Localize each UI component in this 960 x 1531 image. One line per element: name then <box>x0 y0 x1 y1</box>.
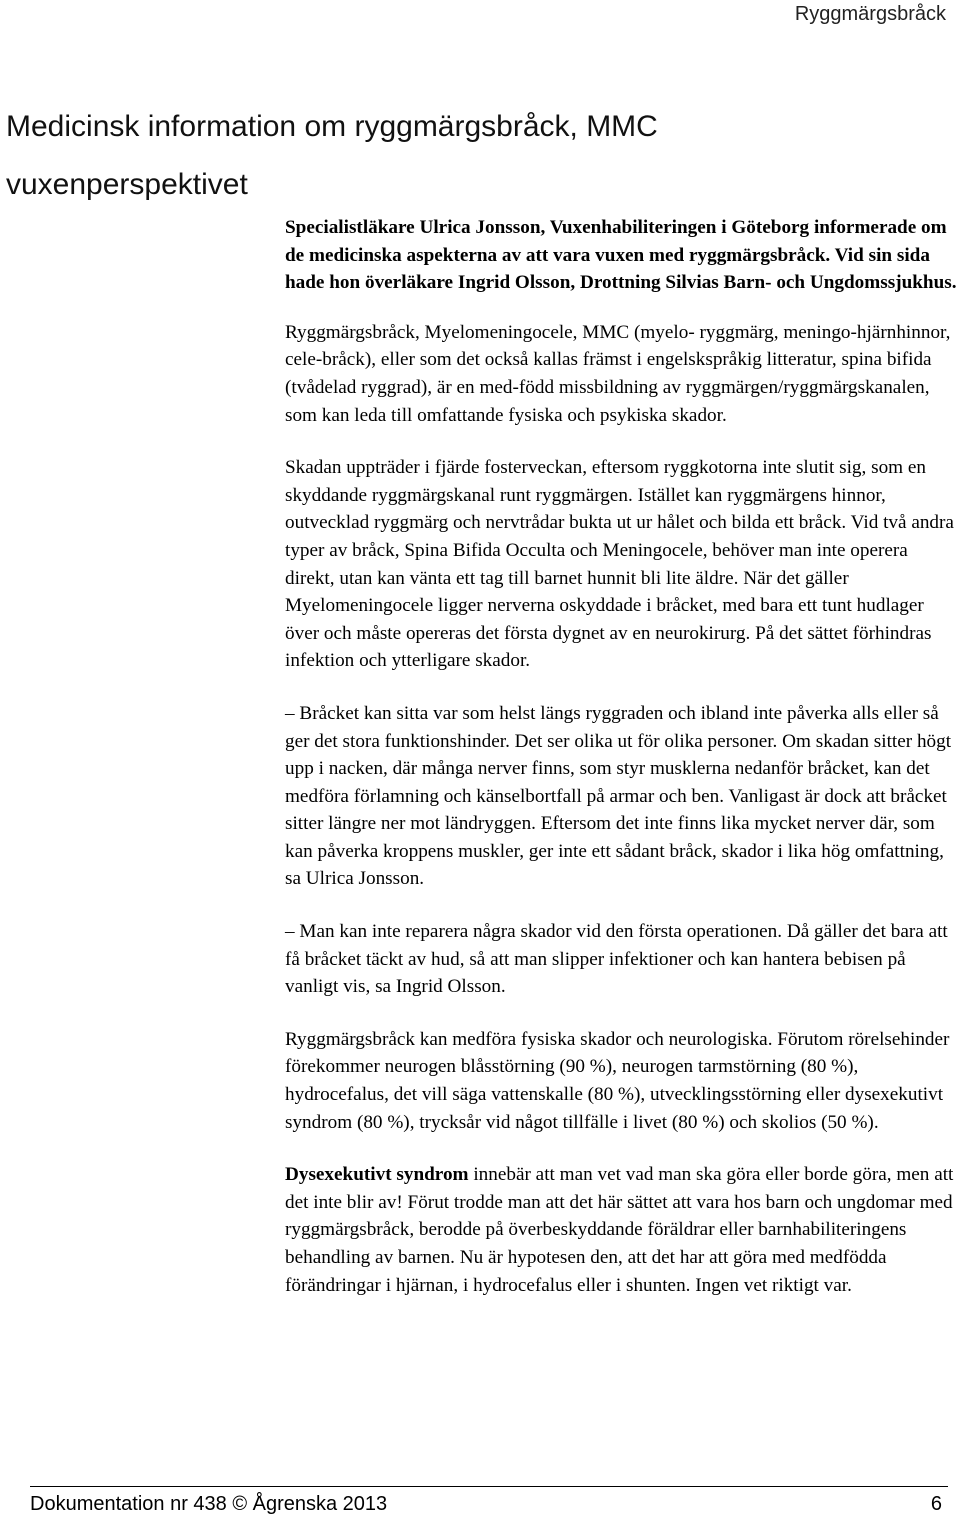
paragraph-development: Skadan uppträder i fjärde fosterveckan, eftersom ryggkotorna inte slutit sig, som en skyddande ryggmärgskanal runt ryggmärgen. Istället kan ryggmärgens hinnor, outvecklad ryggmärg och nervtrådar bukta ut ur hålet och bilda ett bråck. Vid två andra typer av bråck, Spina Bifida Occulta och Meningocele, behöver man inte operera direkt, utan kan vänta ett tag till barnet hunnit bli lite äldre. När det gäller Myelomeningocele ligger nerverna oskyddade i bråcket, med bara ett tunt hudlager över och måste opereras det första dygnet av en neurokirurg. På det sättet förhindras infektion och ytterligare skador. <box>285 457 954 672</box>
running-header: Ryggmärgsbråck <box>794 3 946 25</box>
paragraph-dysexecutive <box>285 1161 957 1299</box>
paragraph-dysexecutive-text: innebär att man vet vad man ska göra eller borde göra, men att det inte blir av! Förut trodde man att det här sättet att vara hos barn och ungdomar med ryggmärgsbråck, berodde på överbeskyddande föräldrar eller barnhabiliteringens behandling av barnen. Nu är hypotesen den, att det har att göra med medfödda förändringar i hjärnan, i hydrocefalus eller i shunten. Ingen vet riktigt var. <box>285 1164 954 1296</box>
article-body <box>285 214 957 1324</box>
paragraph-consequences: Ryggmärgsbråck kan medföra fysiska skador och neurologiska. Förutom rörelsehinder förekommer neurogen blåsstörning (90 %), neurogen tarmstörning (80 %), hydrocefalus, det vill säga vattenskalle (80 %), utvecklingsstörning eller dysexekutivt syndrom (80 %), trycksår vid något tillfälle i livet (80 %) och skolios (50 %). <box>285 1028 950 1133</box>
term-dysexecutive: Dysexekutivt syndrom <box>285 1164 469 1186</box>
title-line-2: vuxenperspektivet <box>6 168 248 201</box>
paragraph-quote-olsson: – Man kan inte reparera några skador vid den första operationen. Då gäller det bara att få bråcket täckt av hud, så att man slipper infektioner och kan hantera bebisen på vanligt vis, sa Ingrid Olsson. <box>285 921 948 998</box>
title-line-1: Medicinsk information om ryggmärgsbråck, MMC <box>6 110 658 143</box>
lead-paragraph: Specialistläkare Ulrica Jonsson, Vuxenhabiliteringen i Göteborg informerade om de medicinska aspekterna av att vara vuxen med ryggmärgsbråck. Vid sin sida hade hon överläkare Ingrid Olsson, Drottning Silvias Barn- och Ungdomssjukhus. <box>285 217 957 294</box>
paragraph-quote-jonsson: – Bråcket kan sitta var som helst längs ryggraden och ibland inte påverka alls eller så ger det stora funktionshinder. Det ser olika ut för olika personer. Om skadan sitter högt upp i nacken, där många nerver finns, som styr musklerna nedanför bråcket, kan det medföra förlamning och känselbortfall på armar och ben. Vanligast är dock att bråcket sitter längre ner mot ländryggen. Eftersom det inte finns lika mycket nerver där, som kan påverka kroppens muskler, ger inte ett sådant bråck, skador i lika hög omfattning, sa Ulrica Jonsson. <box>285 702 952 890</box>
page-title <box>6 98 658 214</box>
footer-text: Dokumentation nr 438 © Ågrenska 2013 <box>30 1493 388 1515</box>
paragraph-definition: Ryggmärgsbråck, Myelomeningocele, MMC (myelo- ryggmärg, meningo-hjärnhinnor, cele-bråck), eller som det också kallas främst i engelskspråkig litteratur, spina bifida (tvådelad ryggrad), är en med-född missbildning av ryggmärgen/ryggmärgskanalen, som kan leda till omfattande fysiska och psykiska skador. <box>285 321 951 426</box>
page-number: 6 <box>930 1493 942 1515</box>
page-footer <box>30 1486 948 1516</box>
